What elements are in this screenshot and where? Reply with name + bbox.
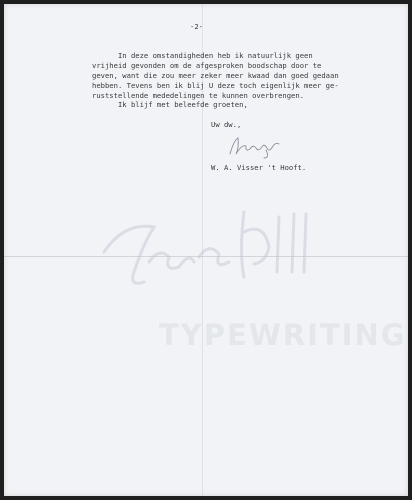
closing-salutation: Uw dw., [211,120,242,129]
paragraph-line: vrijheid gevonden om de afgesproken boodschap door te [92,61,322,70]
paragraph-line: geven, want die zou meer zeker meer kwaad dan goed gedaan [92,71,339,80]
paragraph-line: ruststellende mededelingen te kunnen overbrengen. [92,91,305,100]
watermark-text: TYPEWRITING [159,318,407,352]
closing-greeting [92,100,248,110]
letter-page [4,4,408,496]
page-number: -2- [190,22,203,31]
body-paragraph [92,51,339,101]
paragraph-line: In deze omstandigheden heb ik natuurlijk geen [92,51,313,60]
watermark-script-logo [94,192,324,302]
paragraph-line: Ik blijf met beleefde groeten, [92,100,248,109]
handwritten-signature [226,134,284,160]
paragraph-line: hebben. Tevens ben ik blij U deze toch eigenlijk meer ge- [92,81,339,90]
signer-name: W. A. Visser 't Hooft. [211,163,307,172]
